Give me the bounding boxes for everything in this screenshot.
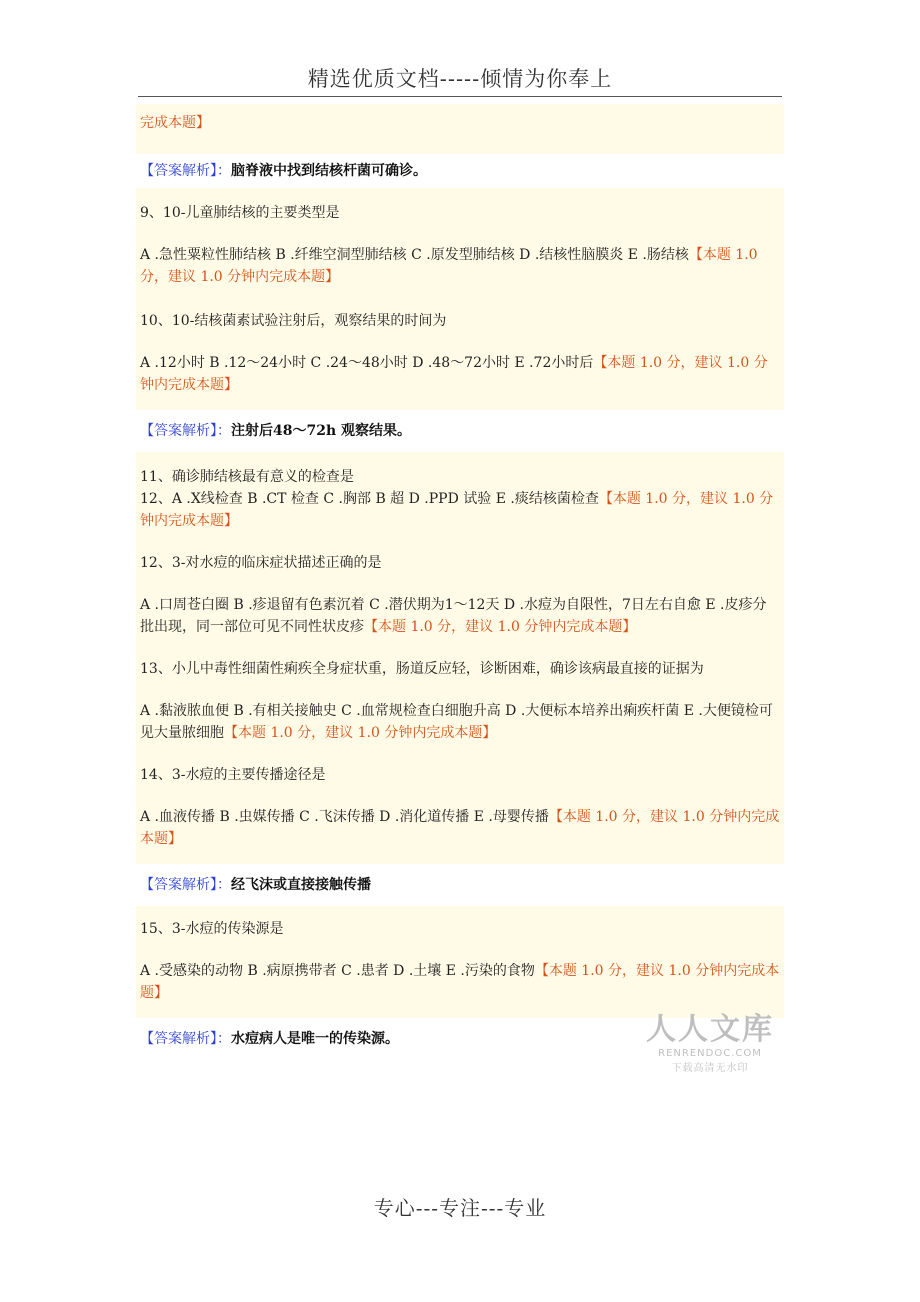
- page-header: 精选优质文档-----倾情为你奉上: [138, 62, 782, 97]
- answer-text: 脑脊液中找到结核杆菌可确诊。: [231, 163, 427, 179]
- question-stem: [136, 758, 784, 800]
- question-stem: [136, 302, 784, 346]
- question-tail: [136, 104, 784, 154]
- answer-label: 【答案解析】：: [140, 877, 231, 893]
- question-options: [136, 954, 784, 1018]
- score-note: 【本题 1.0 分，建议 1.0 分钟内完成本题】: [224, 725, 497, 741]
- question-options: [136, 346, 784, 410]
- watermark-domain: RENRENDOC.COM: [658, 1048, 762, 1059]
- question-text: 9、10-儿童肺结核的主要类型是: [140, 205, 340, 221]
- question-stem: [136, 188, 784, 238]
- answer-text: 经飞沫或直接接触传播: [231, 877, 371, 893]
- answer-label: 【答案解析】：: [140, 163, 231, 179]
- watermark-brand: 人人文库: [646, 1012, 774, 1047]
- answer-analysis: [136, 1018, 784, 1060]
- question-options: [136, 694, 784, 758]
- options-text: A .12小时 B .12～24小时 C .24～48小时 D .48～72小时 E .72小时后: [140, 355, 594, 371]
- answer-label: 【答案解析】：: [140, 423, 231, 439]
- score-note: 【本题 1.0 分，建议 1.0 分钟内完成本题】: [140, 963, 780, 1001]
- question-stem: [136, 452, 784, 546]
- answer-text: 注射后48～72h 观察结果。: [231, 423, 412, 439]
- options-text: A .急性粟粒性肺结核 B .纤维空洞型肺结核 C .原发型肺结核 D .结核性脑膜炎 E .肠结核: [140, 247, 689, 263]
- options-text: A .受感染的动物 B .病原携带者 C .患者 D .土壤 E .污染的食物: [140, 963, 535, 979]
- question-text: 14、3-水痘的主要传播途径是: [140, 767, 326, 783]
- watermark-tagline: 下载高清无水印: [671, 1063, 749, 1074]
- options-text: 12、A .X线检查 B .CT 检查 C .胸部 B 超 D .PPD 试验 E .痰结核菌检查: [140, 491, 599, 507]
- answer-text: 水痘病人是唯一的传染源。: [231, 1031, 399, 1047]
- score-note: 【本题 1.0 分，建议 1.0 分钟内完成本题】: [364, 619, 637, 635]
- question-text: 15、3-水痘的传染源是: [140, 921, 284, 937]
- score-note: 【本题 1.0 分，建议 1.0 分钟内完成本题】: [140, 355, 768, 393]
- question-options: [136, 238, 784, 302]
- question-text: 13、小儿中毒性细菌性痢疾全身症状重，肠道反应轻，诊断困难，确诊该病最直接的证据为: [140, 661, 704, 677]
- question-options: [136, 800, 784, 864]
- question-options: [136, 588, 784, 652]
- answer-label: 【答案解析】：: [140, 1031, 231, 1047]
- question-stem: [136, 652, 784, 694]
- score-note: 【本题 1.0 分，建议 1.0 分钟内完成本题】: [140, 247, 758, 285]
- page-footer: 专心---专注---专业: [373, 1196, 547, 1220]
- score-note: 【本题 1.0 分，建议 1.0 分钟内完成本题】: [140, 809, 780, 847]
- options-text: A .黏液脓血便 B .有相关接触史 C .血常规检查白细胞升高 D .大便标本培养出痢疾杆菌 E .大便镜检可见大量脓细胞: [140, 703, 773, 741]
- question-text: 10、10-结核菌素试验注射后，观察结果的时间为: [140, 313, 447, 329]
- answer-analysis: [136, 864, 784, 906]
- answer-analysis: [136, 154, 784, 188]
- document-body: [136, 104, 784, 1060]
- question-text: 12、3-对水痘的临床症状描述正确的是: [140, 555, 382, 571]
- note-text: 完成本题】: [140, 115, 210, 131]
- options-text: A .血液传播 B .虫媒传播 C .飞沫传播 D .消化道传播 E .母婴传播: [140, 809, 549, 825]
- question-stem: [136, 546, 784, 588]
- options-text: A .口周苍白圈 B .疹退留有色素沉着 C .潜伏期为1～12天 D .水痘为自限性，7日左右自愈 E .皮疹分批出现，同一部位可见不同性状皮疹: [140, 597, 767, 635]
- answer-analysis: [136, 410, 784, 452]
- score-note: 【本题 1.0 分，建议 1.0 分钟内完成本题】: [140, 491, 774, 529]
- question-text: 11、确诊肺结核最有意义的检查是: [140, 469, 354, 485]
- question-stem: [136, 906, 784, 954]
